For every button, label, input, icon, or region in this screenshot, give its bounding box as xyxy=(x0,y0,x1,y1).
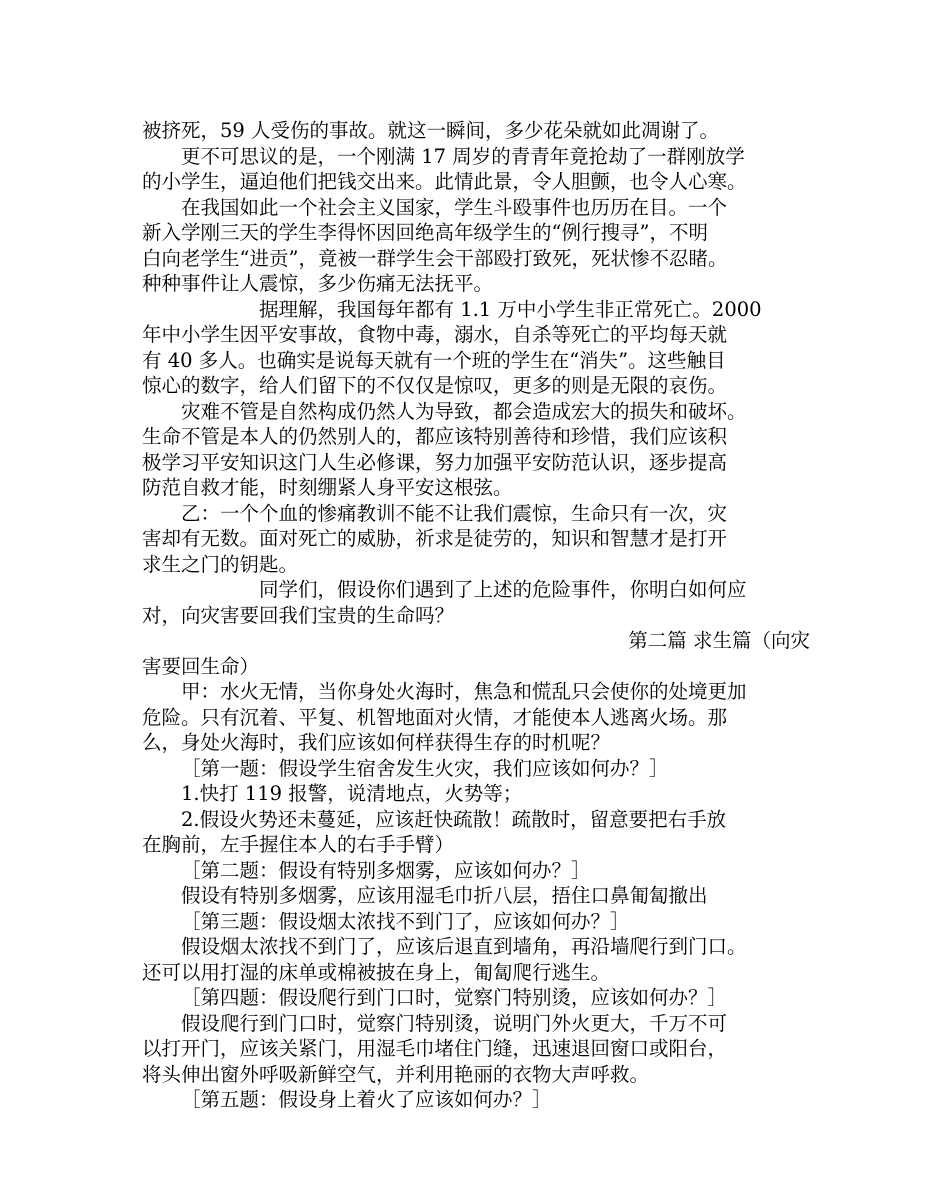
text-line: 假设爬行到门口时，觉察门特别烫，说明门外火更大，千万不可 xyxy=(181,1011,728,1035)
text-line: 求生之门的钥匙。 xyxy=(142,552,299,576)
text-line: 对，向灾害要回我们宝贵的生命吗？ xyxy=(142,603,455,627)
text-line: ［第三题：假设烟太浓找不到门了，应该如何办？］ xyxy=(181,909,630,933)
text-line: ［第二题：假设有特别多烟雾，应该如何办？］ xyxy=(181,858,591,882)
text-line: 2.假设火势还未蔓延，应该赶快疏散！疏散时，留意要把右手放 xyxy=(181,807,727,831)
text-line: 年中小学生因平安事故，食物中毒，溺水，自杀等死亡的平均每天就 xyxy=(142,323,728,346)
text-line: 白向老学生“进贡”，竟被一群学生会干部殴打致死，死状惨不忍睹。 xyxy=(142,246,728,270)
text-line: 假设烟太浓找不到门了，应该后退直到墙角，再沿墙爬行到门口。 xyxy=(181,935,747,958)
text-line: 有 40 多人。也确实是说每天就有一个班的学生在“消失”。这些触目 xyxy=(142,348,726,372)
text-line: 1.快打 119 报警，说清地点，火势等； xyxy=(181,782,523,805)
text-line: 以打开门，应该关紧门，用湿毛巾堵住门缝，迅速退回窗口或阳台， xyxy=(142,1037,728,1060)
text-line: 惊心的数字，给人们留下的不仅仅是惊叹，更多的则是无限的哀伤。 xyxy=(142,374,728,397)
text-line: 第二篇 求生篇（向灾 xyxy=(628,629,810,652)
text-line: 乙：一个个血的惨痛教训不能不让我们震惊，生命只有一次，灾 xyxy=(181,501,728,525)
text-line: 在胸前，左手握住本人的右手手臂） xyxy=(142,833,455,856)
text-line: 将头伸出窗外呼吸新鲜空气，并利用艳丽的衣物大声呼救。 xyxy=(142,1062,650,1086)
text-line: 种种事件让人震惊，多少伤痛无法抚平。 xyxy=(142,272,494,295)
text-line: 么，身处火海时，我们应该如何样获得生存的时机呢？ xyxy=(142,731,611,754)
text-line: 害要回生命） xyxy=(142,654,260,678)
text-line: ［第一题：假设学生宿舍发生火灾，我们应该如何办？］ xyxy=(181,756,669,780)
text-line: 被挤死，59 人受伤的事故。就这一瞬间，多少花朵就如此凋谢了。 xyxy=(142,119,720,142)
text-line: 在我国如此一个社会主义国家，学生斗殴事件也历历在目。一个 xyxy=(181,195,728,219)
text-line: 危险。只有沉着、平复、机智地面对火情，才能使本人逃离火场。那 xyxy=(142,705,728,729)
text-line: 新入学刚三天的学生李得怀因回绝高年级学生的“例行搜寻”，不明 xyxy=(142,221,708,244)
text-line: 的小学生，逼迫他们把钱交出来。此情此景，令人胆颤，也令人心寒。 xyxy=(142,170,747,193)
text-line: 同学们，假设你们遇到了上述的危险事件，你明白如何应 xyxy=(259,578,747,601)
text-line: ［第五题：假设身上着火了应该如何办？］ xyxy=(181,1088,552,1111)
text-line: 假设有特别多烟雾，应该用湿毛巾折八层，捂住口鼻匍匐撤出 xyxy=(181,884,708,907)
text-line: 还可以用打湿的床单或棉被披在身上，匍匐爬行逃生。 xyxy=(142,960,611,984)
text-line: ［第四题：假设爬行到门口时，觉察门特别烫，应该如何办？］ xyxy=(181,986,728,1009)
text-line: 甲：水火无情，当你身处火海时，焦急和慌乱只会使你的处境更加 xyxy=(181,680,747,703)
text-line: 生命不管是本人的仍然别人的，都应该特别善待和珍惜，我们应该积 xyxy=(142,425,728,448)
text-line: 灾难不管是自然构成仍然人为导致，都会造成宏大的损失和破坏。 xyxy=(181,399,747,423)
document-page xyxy=(142,118,810,1113)
text-line: 防范自救才能，时刻绷紧人身平安这根弦。 xyxy=(142,476,513,499)
text-line: 更不可思议的是，一个刚满 17 周岁的青青年竟抢劫了一群刚放学 xyxy=(181,144,745,168)
text-line: 据理解，我国每年都有 1.1 万中小学生非正常死亡。2000 xyxy=(259,297,762,321)
text-line: 极学习平安知识这门人生必修课，努力加强平安防范认识，逐步提高 xyxy=(142,450,728,474)
text-line: 害却有无数。面对死亡的威胁，祈求是徒劳的，知识和智慧才是打开 xyxy=(142,527,728,550)
